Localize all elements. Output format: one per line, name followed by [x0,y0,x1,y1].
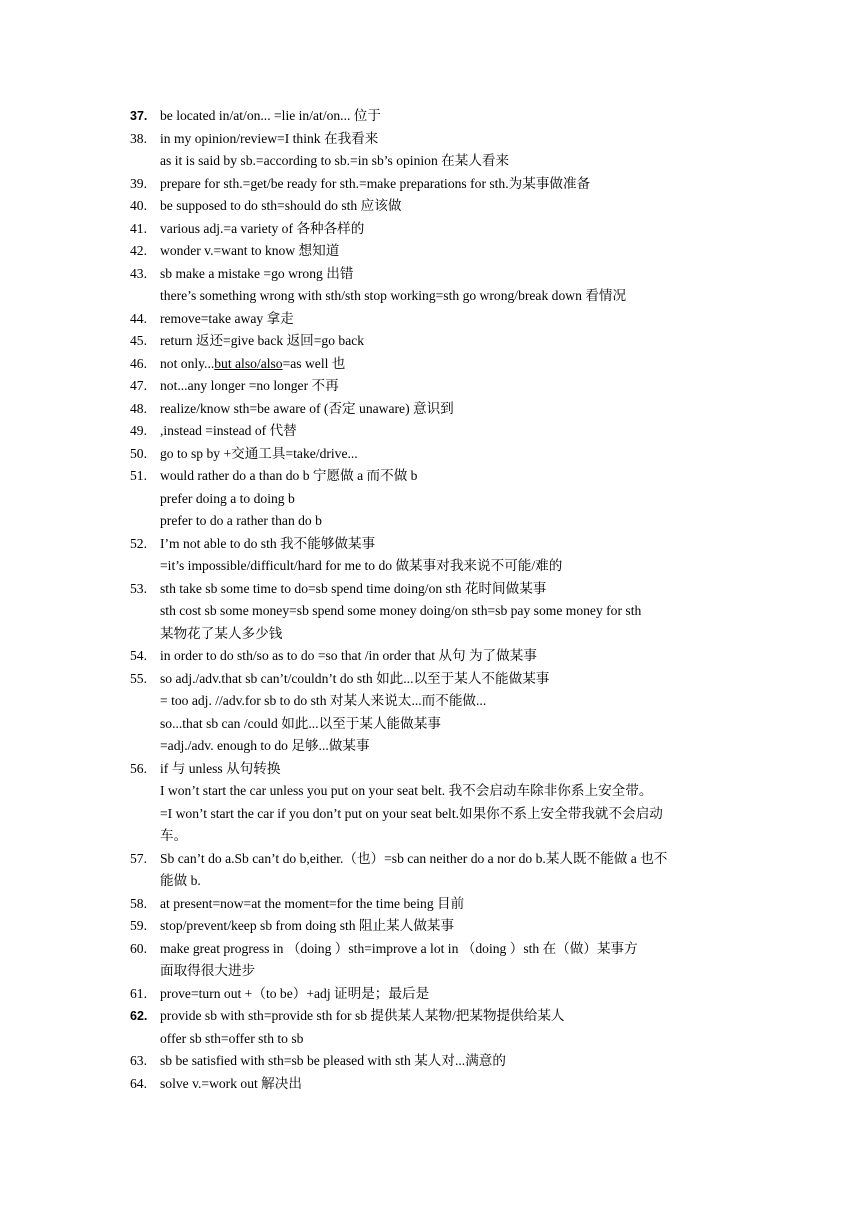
item-number: 64. [130,1075,147,1091]
entry-text: =adj./adv. enough to do 足够...做某事 [160,738,370,753]
item-number: 52. [130,535,147,551]
entry-line [0,1005,860,1028]
entry-line [0,308,860,331]
item-number: 45. [130,333,147,348]
entry-text: 某物花了某人多少钱 [160,625,283,641]
entry-line [0,330,860,353]
list-item [0,1050,860,1073]
entry-text: =as well 也 [282,355,346,371]
entry-line [0,263,860,286]
list-item [0,983,860,1006]
entry-text: if 与 unless 从句转换 [160,760,281,776]
list-item [0,195,860,218]
entry-text: as it is said by sb.=according to sb.=in sb’s opinion 在某人看来 [160,153,510,168]
list-item [0,645,860,668]
item-number: 37. [130,109,148,123]
item-number: 60. [130,940,147,956]
entry-line [0,1073,860,1096]
vocabulary-list [0,105,860,1095]
entry-text: at present=now=at the moment=for the time being 目前 [160,895,465,911]
entry-text: = too adj. //adv.for sb to do sth 对某人来说太...而不能做... [160,693,487,708]
item-number: 51. [130,468,147,483]
entry-text: there’s something wrong with sth/sth stop working=sth go wrong/break down 看情况 [160,288,627,303]
underlined-text: but also/also [214,355,283,371]
entry-line [0,240,860,263]
entry-text: 能做 b. [160,873,201,888]
entry-line [0,510,860,533]
entry-line [0,218,860,241]
entry-text: make great progress in （doing ）sth=improve a lot in （doing ）sth 在（做）某事方 [160,940,638,956]
entry-text: in order to do sth/so as to do =so that /in order that 从句 为了做某事 [160,648,537,663]
entry-text: 面取得很大进步 [160,963,256,978]
entry-text: prefer doing a to doing b [160,490,295,506]
entry-text: in my opinion/review=I think 在我看来 [160,130,379,146]
entry-text: I won’t start the car unless you put on your seat belt. 我不会启动车除非你系上安全带。 [160,783,653,798]
entry-line [0,173,860,196]
entry-text: be supposed to do sth=should do sth 应该做 [160,198,402,213]
list-item [0,218,860,241]
entry-line [0,105,860,128]
item-number: 56. [130,760,147,776]
item-number: 40. [130,198,147,213]
entry-line [0,353,860,376]
entry-text: not only... [160,355,215,371]
entry-line [0,285,860,308]
entry-text: so...that sb can /could 如此...以至于某人能做某事 [160,715,441,731]
list-item [0,173,860,196]
entry-line [0,578,860,601]
list-item [0,758,860,848]
list-item [0,848,860,893]
item-number: 57. [130,850,147,866]
entry-line [0,488,860,511]
entry-text: I’m not able to do sth 我不能够做某事 [160,535,376,551]
entry-line [0,533,860,556]
entry-line [0,623,860,646]
entry-line [0,375,860,398]
entry-text: return 返还=give back 返回=go back [160,333,365,348]
entry-line [0,803,860,826]
entry-line [0,758,860,781]
entry-text: prove=turn out +（to be）+adj 证明是；最后是 [160,985,430,1001]
list-item [0,1005,860,1050]
entry-text: stop/prevent/keep sb from doing sth 阻止某人做某事 [160,918,455,933]
entry-line [0,735,860,758]
entry-line [0,555,860,578]
entry-text: 车。 [160,828,188,843]
list-item [0,398,860,421]
entry-text: sb be satisfied with sth=sb be pleased with sth 某人对...满意的 [160,1053,506,1068]
entry-line [0,600,860,623]
entry-line [0,870,860,893]
list-item [0,420,860,443]
entry-line [0,465,860,488]
entry-text: solve v.=work out 解决出 [160,1075,302,1091]
entry-text: ,instead =instead of 代替 [160,423,297,438]
entry-text: sb make a mistake =go wrong 出错 [160,265,354,281]
entry-line [0,1050,860,1073]
item-number: 46. [130,355,147,371]
entry-line [0,195,860,218]
list-item [0,105,860,128]
list-item [0,240,860,263]
list-item [0,443,860,466]
item-number: 50. [130,445,147,461]
entry-line [0,848,860,871]
item-number: 44. [130,310,147,326]
entry-line [0,1028,860,1051]
item-number: 58. [130,895,147,911]
entry-text: =I won’t start the car if you don’t put on your seat belt.如果你不系上安全带我就不会启动 [160,805,663,821]
entry-text: would rather do a than do b 宁愿做 a 而不做 b [160,468,418,483]
entry-text: Sb can’t do a.Sb can’t do b,either.（也）=sb can neither do a nor do b.某人既不能做 a 也不 [160,850,668,866]
item-number: 62. [130,1009,148,1023]
list-item [0,1073,860,1096]
entry-line [0,420,860,443]
entry-line [0,983,860,1006]
item-number: 53. [130,580,147,596]
item-number: 54. [130,648,147,663]
list-item [0,915,860,938]
list-item [0,465,860,533]
entry-line [0,825,860,848]
item-number: 38. [130,130,147,146]
entry-line [0,150,860,173]
entry-text: so adj./adv.that sb can’t/couldn’t do sth 如此...以至于某人不能做某事 [160,670,550,686]
entry-text: offer sb sth=offer sth to sb [160,1030,304,1046]
entry-text: various adj.=a variety of 各种各样的 [160,220,365,236]
list-item [0,578,860,646]
item-number: 55. [130,670,147,686]
entry-text: not...any longer =no longer 不再 [160,378,339,393]
item-number: 49. [130,423,147,438]
list-item [0,330,860,353]
entry-line [0,713,860,736]
entry-text: be located in/at/on... =lie in/at/on... 位于 [160,108,381,123]
list-item [0,938,860,983]
entry-text: go to sp by +交通工具=take/drive... [160,445,358,461]
item-number: 48. [130,400,147,416]
item-number: 43. [130,265,147,281]
entry-line [0,443,860,466]
entry-line [0,398,860,421]
item-number: 63. [130,1053,147,1068]
entry-line [0,128,860,151]
entry-text: wonder v.=want to know 想知道 [160,243,340,258]
entry-line [0,938,860,961]
list-item [0,128,860,173]
entry-line [0,960,860,983]
item-number: 59. [130,918,147,933]
entry-text: prefer to do a rather than do b [160,513,322,528]
entry-line [0,915,860,938]
list-item [0,375,860,398]
list-item [0,308,860,331]
entry-line [0,645,860,668]
list-item [0,533,860,578]
list-item [0,893,860,916]
entry-text: sth take sb some time to do=sb spend time doing/on sth 花时间做某事 [160,580,547,596]
list-item [0,263,860,308]
item-number: 47. [130,378,147,393]
entry-line [0,893,860,916]
item-number: 39. [130,175,147,191]
entry-text: realize/know sth=be aware of (否定 unaware) 意识到 [160,400,454,416]
entry-line [0,690,860,713]
entry-text: sth cost sb some money=sb spend some money doing/on sth=sb pay some money for sth [160,603,642,618]
list-item [0,668,860,758]
entry-text: provide sb with sth=provide sth for sb 提供某人某物/把某物提供给某人 [160,1008,565,1023]
entry-line [0,780,860,803]
item-number: 41. [130,220,147,236]
entry-line [0,668,860,691]
entry-text: prepare for sth.=get/be ready for sth.=make preparations for sth.为某事做准备 [160,175,591,191]
entry-text: =it’s impossible/difficult/hard for me to do 做某事对我来说不可能/难的 [160,558,563,573]
list-item [0,353,860,376]
entry-text: remove=take away 拿走 [160,310,294,326]
item-number: 61. [130,985,147,1001]
item-number: 42. [130,243,147,258]
